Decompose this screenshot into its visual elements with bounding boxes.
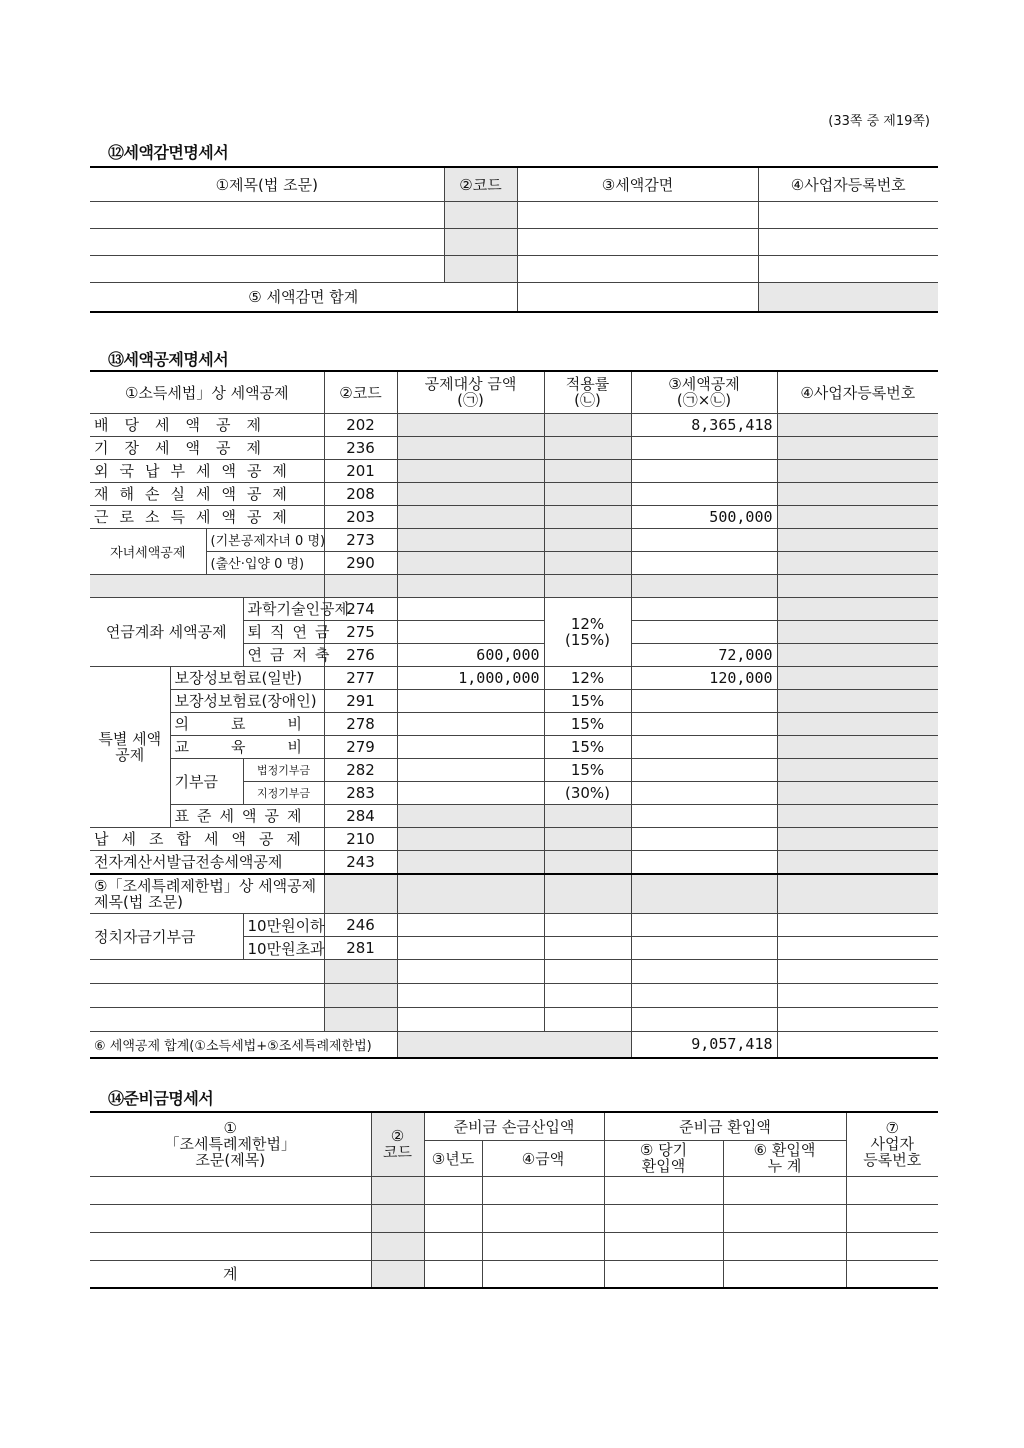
row-label-ins-disabled: 보장성보험료(장애인) bbox=[170, 689, 324, 712]
reserve-table bbox=[90, 1111, 938, 1289]
header-cumulative: ⑥ 환입액 bbox=[753, 1141, 816, 1159]
rate-cell: 15% bbox=[544, 758, 631, 781]
table-row bbox=[90, 1008, 938, 1032]
code-cell: 283 bbox=[324, 781, 397, 804]
table-row bbox=[90, 201, 938, 228]
header-business-id: ④사업자등록번호 bbox=[777, 371, 938, 413]
header-code: ②코드 bbox=[324, 371, 397, 413]
row-label-medical: 의료비 bbox=[170, 712, 324, 735]
rate-cell: 15% bbox=[544, 712, 631, 735]
header-business-id: 사업자 bbox=[870, 1135, 914, 1154]
donation-group: 기부금 bbox=[170, 758, 243, 804]
table-row bbox=[90, 1176, 938, 1204]
section-12-title: ⑫세액감면명세서 bbox=[108, 143, 229, 162]
section-13-title: ⑬세액공제명세서 bbox=[108, 350, 229, 369]
code-cell: 276 bbox=[324, 643, 397, 666]
table-row bbox=[90, 735, 938, 758]
table-row bbox=[90, 1204, 938, 1232]
rate-cell: (30%) bbox=[544, 781, 631, 804]
section-14-title: ⑭준비금명세서 bbox=[108, 1089, 214, 1108]
row-label-pension-save: 연금저축 bbox=[243, 643, 324, 666]
table-row bbox=[90, 984, 938, 1008]
child-credit-group: 자녀세액공제 bbox=[90, 528, 206, 574]
code-cell: 275 bbox=[324, 620, 397, 643]
credit-cell: 72,000 bbox=[631, 643, 777, 666]
code-cell: 291 bbox=[324, 689, 397, 712]
code-cell: 208 bbox=[324, 482, 397, 505]
header-law-num: ① bbox=[223, 1119, 237, 1138]
header-code: ②코드 bbox=[444, 167, 517, 201]
code-cell: 279 bbox=[324, 735, 397, 758]
table-row bbox=[90, 228, 938, 255]
row-label-child-basic: (기본공제자녀 0 명) bbox=[206, 528, 324, 551]
special-credit-group: 특별 세액 공제 bbox=[90, 666, 170, 827]
pension-credit-group: 연금계좌 세액공제 bbox=[90, 597, 243, 666]
rate-cell: 12% bbox=[544, 666, 631, 689]
header-code: 코드 bbox=[383, 1143, 412, 1162]
table-row bbox=[90, 436, 938, 459]
table-row bbox=[90, 689, 938, 712]
code-cell: 201 bbox=[324, 459, 397, 482]
table-row bbox=[90, 850, 938, 874]
table-row bbox=[90, 712, 938, 735]
row-label-donation-legal: 법정기부금 bbox=[243, 758, 324, 781]
header-year: ③년도 bbox=[424, 1140, 482, 1176]
header-return: 준비금 환입액 bbox=[604, 1112, 846, 1140]
rate-cell: 15% bbox=[544, 735, 631, 758]
page-number: (33쪽 중 제19쪽) bbox=[828, 114, 930, 129]
pension-rate-alt: (15%) bbox=[564, 630, 611, 649]
code-cell: 274 bbox=[324, 597, 397, 620]
table-row bbox=[90, 413, 938, 436]
amount-cell: 600,000 bbox=[397, 643, 544, 666]
header-amount: ④금액 bbox=[482, 1140, 604, 1176]
reduction-total-label: ⑤ 세액감면 합계 bbox=[90, 282, 517, 312]
row-label-child-birth: (출산·입양 0 명) bbox=[206, 551, 324, 574]
rate-cell: 15% bbox=[544, 689, 631, 712]
table-row bbox=[90, 482, 938, 505]
row-label-political-high: 10만원초과 bbox=[243, 937, 324, 960]
header-business-id-sub: 등록번호 bbox=[863, 1151, 922, 1170]
row-label-education: 교육비 bbox=[170, 735, 324, 758]
credit-total-label: ⑥ 세액공제 합계(①소득세법+⑤조세특례제한법) bbox=[90, 1032, 397, 1058]
row-label-ins-general: 보장성보험료(일반) bbox=[170, 666, 324, 689]
table-row bbox=[90, 827, 938, 850]
code-cell: 246 bbox=[324, 914, 397, 937]
table-row bbox=[90, 666, 938, 689]
row-label-pension-sci: 과학기술인공제 bbox=[243, 597, 324, 620]
header-business-id: ④사업자등록번호 bbox=[758, 167, 938, 201]
row-label-donation-desig: 지정기부금 bbox=[243, 781, 324, 804]
header-law-sub: 조문(제목) bbox=[195, 1151, 266, 1170]
code-cell: 282 bbox=[324, 758, 397, 781]
table-row bbox=[90, 874, 938, 914]
code-cell: 277 bbox=[324, 666, 397, 689]
header-code-num: ② bbox=[390, 1127, 405, 1146]
table-row bbox=[90, 804, 938, 827]
header-rate-symbol: (㉡) bbox=[574, 391, 601, 410]
table-row bbox=[90, 574, 938, 597]
table-row bbox=[90, 758, 938, 781]
header-business-id-num: ⑦ bbox=[885, 1119, 899, 1138]
code-cell: 284 bbox=[324, 804, 397, 827]
code-cell: 243 bbox=[324, 850, 397, 874]
credit-cell: 120,000 bbox=[631, 666, 777, 689]
header-amount-symbol: (㉠) bbox=[457, 391, 484, 410]
header-current-return: ⑤ 당기 bbox=[639, 1141, 688, 1159]
reserve-total-label: 계 bbox=[90, 1260, 371, 1288]
table-row bbox=[90, 914, 938, 937]
tax-reduction-table bbox=[90, 166, 938, 313]
credit-cell: 500,000 bbox=[631, 505, 777, 528]
header-title: ①제목(법 조문) bbox=[90, 167, 444, 201]
table-row bbox=[90, 597, 938, 620]
header-reduction: ③세액감면 bbox=[517, 167, 758, 201]
header-credit-formula: (㉠×㉡) bbox=[676, 391, 732, 410]
row-label-bookkeeping: 기장세액공제 bbox=[90, 436, 324, 459]
table-row bbox=[90, 1232, 938, 1260]
row-label-disaster: 재해손실세액공제 bbox=[90, 482, 324, 505]
table-row bbox=[90, 505, 938, 528]
header-law: 「조세특례제한법」 bbox=[164, 1135, 296, 1154]
row-label-foreign: 외국납부세액공제 bbox=[90, 459, 324, 482]
header-income-tax-credit: ①소득세법」상 세액공제 bbox=[90, 371, 324, 413]
code-cell: 273 bbox=[324, 528, 397, 551]
table-row bbox=[90, 528, 938, 551]
header-amount: 공제대상 금액 bbox=[424, 375, 517, 394]
row-label-e-invoice: 전자계산서발급전송세액공제 bbox=[90, 850, 324, 874]
code-cell: 281 bbox=[324, 937, 397, 960]
code-cell: 278 bbox=[324, 712, 397, 735]
row-label-dividend: 배당세액공제 bbox=[90, 413, 324, 436]
row-label-standard: 표준세액공제 bbox=[170, 804, 324, 827]
header-deduct: 준비금 손금산입액 bbox=[424, 1112, 604, 1140]
code-cell: 210 bbox=[324, 827, 397, 850]
tax-credit-table bbox=[90, 370, 938, 1059]
header-current-return-sub: 환입액 bbox=[641, 1157, 686, 1175]
code-cell: 290 bbox=[324, 551, 397, 574]
header-cumulative-sub: 누 계 bbox=[767, 1157, 802, 1175]
table-row bbox=[90, 960, 938, 984]
table-row bbox=[90, 459, 938, 482]
code-cell: 202 bbox=[324, 413, 397, 436]
amount-cell: 1,000,000 bbox=[397, 666, 544, 689]
special-law-header: ⑤「조세특례제한법」상 세액공제 제목(법 조문) bbox=[90, 874, 324, 914]
header-rate: 적용률 bbox=[565, 375, 610, 394]
header-credit: ③세액공제 bbox=[668, 375, 740, 394]
row-label-tax-union: 납세조합세액공제 bbox=[90, 827, 324, 850]
row-label-earned: 근로소득세액공제 bbox=[90, 505, 324, 528]
code-cell: 203 bbox=[324, 505, 397, 528]
table-row bbox=[90, 551, 938, 574]
credit-total-value: 9,057,418 bbox=[631, 1032, 777, 1058]
political-donation-group: 정치자금기부금 bbox=[90, 914, 243, 960]
code-cell: 236 bbox=[324, 436, 397, 459]
pension-rate: 12% bbox=[570, 614, 605, 633]
row-label-political-low: 10만원이하 bbox=[243, 914, 324, 937]
credit-cell: 8,365,418 bbox=[631, 413, 777, 436]
table-row bbox=[90, 255, 938, 282]
row-label-pension-retire: 퇴직연금 bbox=[243, 620, 324, 643]
